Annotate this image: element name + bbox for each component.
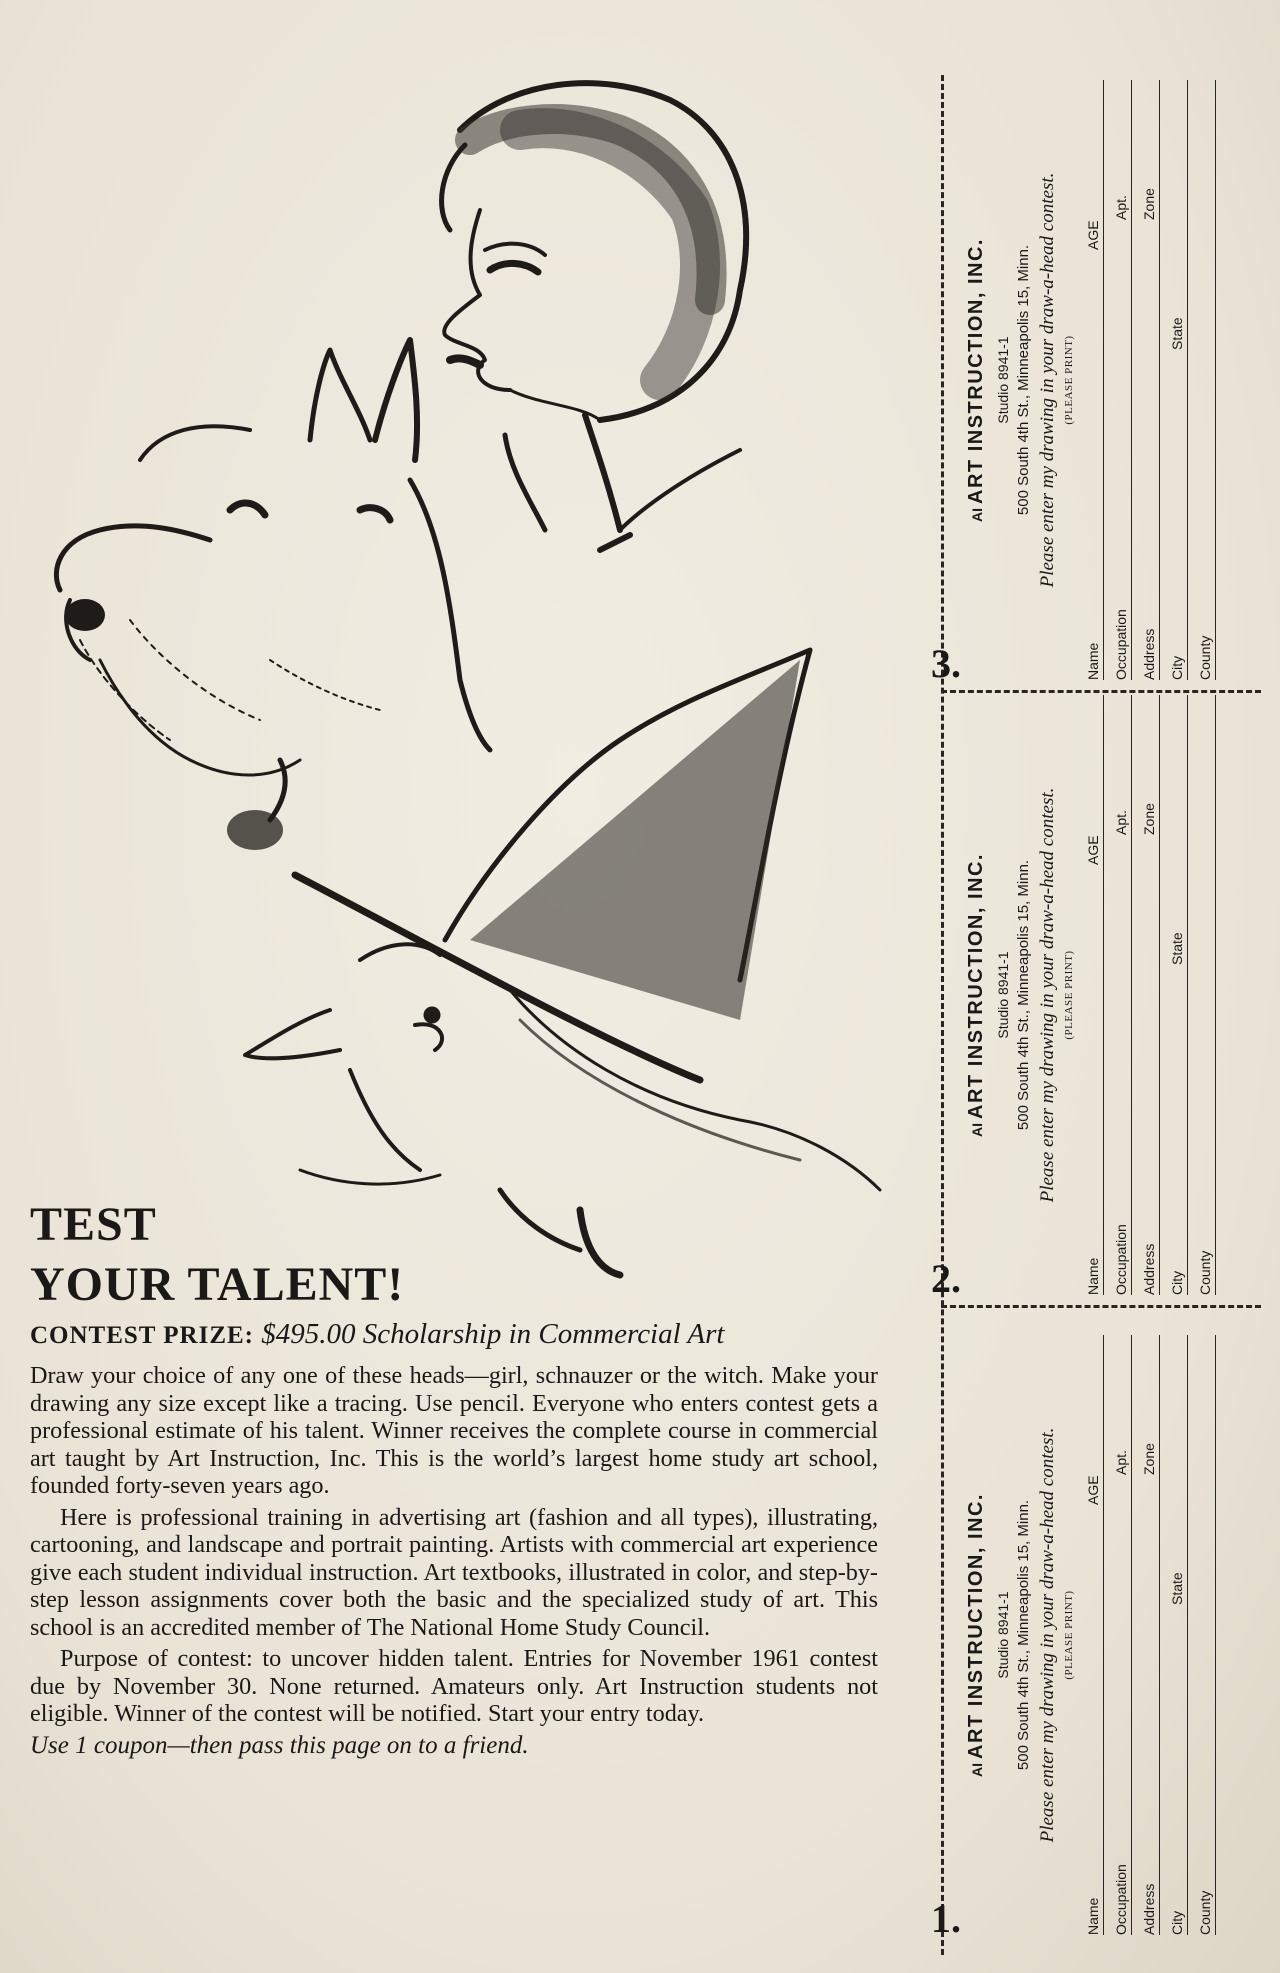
- apt-label: Apt.: [1113, 1450, 1129, 1475]
- zone-label: Zone: [1141, 803, 1157, 835]
- coupon-3[interactable]: [925, 75, 1270, 690]
- state-label: State: [1169, 1572, 1185, 1605]
- company-name: ART INSTRUCTION, INC.: [965, 1493, 987, 1759]
- coupon-enter-text: Please enter my drawing in your draw-a-head contest.: [1037, 172, 1058, 588]
- city-label: City: [1169, 1270, 1185, 1295]
- coupon-please-print: (PLEASE PRINT): [1063, 1590, 1075, 1680]
- coupon-enter-text: Please enter my drawing in your draw-a-head contest.: [1037, 787, 1058, 1203]
- apt-label: Apt.: [1113, 195, 1129, 220]
- coupon-number: 1.: [931, 1896, 961, 1941]
- body-paragraph-3: Purpose of contest: to uncover hidden talent. Entries for November 1961 contest due by November 30. None returned. Amateurs only. Art Instruction students not eligible. Winner of the contest will be notified. Start your entry today.: [30, 1645, 878, 1727]
- address-label: Address: [1141, 628, 1157, 680]
- zone-label: Zone: [1141, 1443, 1157, 1475]
- city-label: City: [1169, 655, 1185, 680]
- coupon-please-print: (PLEASE PRINT): [1063, 950, 1075, 1040]
- county-label: County: [1197, 1890, 1213, 1935]
- address-label: Address: [1141, 1243, 1157, 1295]
- occupation-field[interactable]: [1105, 1335, 1132, 1935]
- coupon-studio: Studio 8941-1: [995, 1591, 1011, 1679]
- witch-head-drawing: [245, 650, 880, 1275]
- name-label: Name: [1085, 1257, 1101, 1295]
- coupon-2[interactable]: [925, 690, 1270, 1305]
- coupon-1[interactable]: [925, 1305, 1270, 1945]
- state-label: State: [1169, 317, 1185, 350]
- occupation-label: Occupation: [1113, 1864, 1129, 1935]
- name-field[interactable]: [1077, 1335, 1104, 1935]
- city-field[interactable]: [1161, 695, 1188, 1295]
- city-label: City: [1169, 1910, 1185, 1935]
- coupon-strip: [925, 75, 1270, 1955]
- age-label: AGE: [1085, 1475, 1101, 1505]
- occupation-label: Occupation: [1113, 1224, 1129, 1295]
- contest-body-text: [30, 1362, 878, 1763]
- occupation-field[interactable]: [1105, 695, 1132, 1295]
- coupon-number: 2.: [931, 1256, 961, 1301]
- occupation-field[interactable]: [1105, 80, 1132, 680]
- county-field[interactable]: [1189, 695, 1216, 1295]
- coupon-studio: Studio 8941-1: [995, 336, 1011, 424]
- coupon-address: 500 South 4th St., Minneapolis 15, Minn.: [1015, 859, 1032, 1131]
- name-label: Name: [1085, 1897, 1101, 1935]
- girl-head-drawing: [442, 83, 747, 550]
- name-field[interactable]: [1077, 80, 1104, 680]
- name-field[interactable]: [1077, 695, 1104, 1295]
- apt-label: Apt.: [1113, 810, 1129, 835]
- address-field[interactable]: [1133, 1335, 1160, 1935]
- name-label: Name: [1085, 642, 1101, 680]
- coupon-enter-text: Please enter my drawing in your draw-a-head contest.: [1037, 1427, 1058, 1843]
- county-field[interactable]: [1189, 1335, 1216, 1935]
- address-field[interactable]: [1133, 80, 1160, 680]
- schnauzer-head-drawing: [56, 340, 490, 850]
- coupon-number: 3.: [931, 641, 961, 686]
- headline-line-2: YOUR TALENT!: [30, 1258, 405, 1311]
- contest-prize-value: $495.00 Scholarship in Commercial Art: [261, 1318, 725, 1350]
- age-label: AGE: [1085, 835, 1101, 865]
- city-field[interactable]: [1161, 1335, 1188, 1935]
- coupon-address: 500 South 4th St., Minneapolis 15, Minn.: [1015, 244, 1032, 516]
- logo-ai-icon: AI: [969, 507, 985, 522]
- occupation-label: Occupation: [1113, 609, 1129, 680]
- address-label: Address: [1141, 1883, 1157, 1935]
- contest-prize: [30, 1318, 724, 1351]
- zone-label: Zone: [1141, 188, 1157, 220]
- company-name: ART INSTRUCTION, INC.: [965, 238, 987, 504]
- coupon-address: 500 South 4th St., Minneapolis 15, Minn.: [1015, 1499, 1032, 1771]
- headline: [30, 1195, 404, 1315]
- address-field[interactable]: [1133, 695, 1160, 1295]
- coupon-company: [965, 80, 988, 680]
- coupon-please-print: (PLEASE PRINT): [1063, 335, 1075, 425]
- contest-prize-label: CONTEST PRIZE:: [30, 1322, 255, 1349]
- illustration-heads: [40, 60, 920, 1280]
- county-label: County: [1197, 635, 1213, 680]
- logo-ai-icon: AI: [969, 1122, 985, 1137]
- coupon-studio: Studio 8941-1: [995, 951, 1011, 1039]
- coupon-company: [965, 695, 988, 1295]
- body-paragraph-1: Draw your choice of any one of these heads—girl, schnauzer or the witch. Make your drawing any size except like a tracing. Use pencil. Everyone who enters contest gets a professional estimate of his talent. Winner receives the complete course in commercial art taught by Art Instruction, Inc. This is the world’s largest home study art school, founded forty-seven years ago.: [30, 1362, 878, 1499]
- body-paragraph-2: Here is professional training in advertising art (fashion and all types), illustrating, cartooning, and landscape and portrait painting. Artists with commercial art experience give each student individual instruction. Art textbooks, illustrated in color, and step-by-step lesson assignments cover both the basic and the specialized study of art. This school is an accredited member of The National Home Study Council.: [30, 1503, 878, 1641]
- company-name: ART INSTRUCTION, INC.: [965, 853, 987, 1119]
- city-field[interactable]: [1161, 80, 1188, 680]
- coupon-company: [965, 1335, 988, 1935]
- logo-ai-icon: AI: [969, 1762, 985, 1777]
- county-label: County: [1197, 1250, 1213, 1295]
- pass-along-note: Use 1 coupon—then pass this page on to a friend.: [30, 1731, 529, 1759]
- age-label: AGE: [1085, 220, 1101, 250]
- county-field[interactable]: [1189, 80, 1216, 680]
- state-label: State: [1169, 932, 1185, 965]
- headline-line-1: TEST: [30, 1198, 157, 1251]
